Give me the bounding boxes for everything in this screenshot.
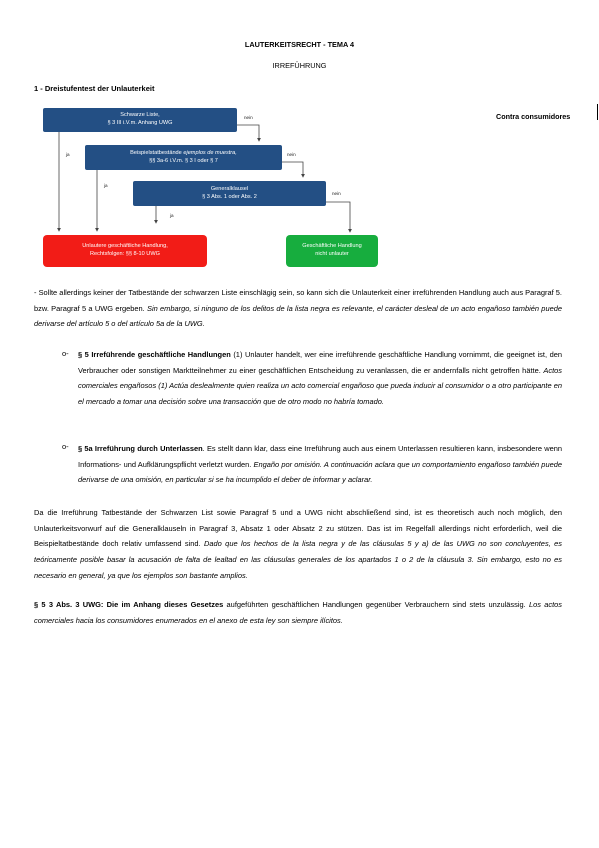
side-label: Contra consumidores: [496, 112, 571, 121]
label-ja-2: ja: [104, 183, 108, 188]
bullet-marker: o-: [62, 442, 69, 451]
label-nein-3: nein: [332, 191, 341, 196]
label-nein-1: nein: [244, 115, 253, 120]
box-example-cases: Beispielstatbestände ejemplos de muestra, §§ 3a-6 i.V.m. § 3 I oder § 7: [85, 145, 282, 170]
label-ja-1: ja: [66, 152, 70, 157]
document-title: LAUTERKEITSRECHT - TEMA 4: [244, 40, 355, 49]
document-subtitle: IRREFÜHRUNG: [272, 61, 327, 70]
connector-nein-3: [326, 202, 350, 232]
connector-nein-2: [282, 162, 303, 177]
box-not-unfair: Geschäftliche Handlung nicht unlauter: [286, 235, 378, 267]
bullet-marker: o-: [62, 349, 69, 358]
paragraph-2: Da die Irreführung Tatbestände der Schwarzen List sowie Paragraf 5 und a UWG nicht abschließend sind, ist es theoretisch auch noch möglich, den Unlauterkeitsvorwurf auf die Generalklauseln in Paragraf 3, Absatz 1 oder Absatz 2 zu stützen. Das ist im Regelfall allerdings nicht erforderlich, weil die Beispieltatbestände doch relativ umfassend sind. Dado que los hechos de la lista negra y de las cláusulas 5 y a) de las UWG no son concluyentes, es teóricamente posible basar la acusación de falta de lealtad en las cláusulas generales de los apartados 1 o 2 de la cláusula 3. Sin embargo, esto no es necesario en general, ya que los ejemplos son bastante amplios.: [34, 508, 562, 580]
box-unfair-act: Unlautere geschäftliche Handlung, Rechtsfolgen: §§ 8-10 UWG: [43, 235, 207, 267]
bullet-item-5a: § 5a Irreführung durch Unterlassen. Es stellt dann klar, dass eine Irreführung auch aus einem Unterlassen resultieren kann, insbesondere wenn Informations- und Aufklärungspflicht verletzt wurden. Engaño por omisión. A continuación aclara que un comportamiento engañoso también puede derivarse de una omisión, en particular si se ha incumplido el deber de informar y aclarar.: [78, 444, 562, 485]
label-nein-2: nein: [287, 152, 296, 157]
paragraph-3: § 5 3 Abs. 3 UWG: Die im Anhang dieses Gesetzes aufgeführten geschäftlichen Handlungen gegenüber Verbrauchern sind stets unzulässig. Los actos comerciales hacia los consumidores enumerados en el anexo de esta ley son siempre ilícitos.: [34, 600, 562, 625]
box-black-list: Schwarze Liste, § 3 III i.V.m. Anhang UWG: [43, 108, 237, 132]
box-general-clause: Generalklausel § 3 Abs. 1 oder Abs. 2: [133, 181, 326, 206]
label-ja-3: ja: [170, 213, 174, 218]
bullet-item-5: § 5 Irreführende geschäftliche Handlungen (1) Unlauter handelt, wer eine irreführende geschäftliche Handlung vornimmt, die geeignet ist, den Verbraucher oder sonstigen Marktteilnehmer zu einer geschäftlichen Entscheidung zu veranlassen, die er andernfalls nicht getroffen hätte. Actos comerciales engañosos (1) Actúa deslealmente quien realiza un acto comercial engañoso que pueda inducir al consumidor o a otro participante en el mercado a tomar una decisión sobre una transacción que de otro modo no habría tomado.: [78, 350, 562, 407]
connector-nein-1: [237, 125, 259, 141]
section-heading: 1 - Dreistufentest der Unlauterkeit: [34, 84, 155, 93]
paragraph-1: - Sollte allerdings keiner der Tatbestände der schwarzen Liste einschlägig sein, so kann sich die Unlauterkeit einer irreführenden Handlung auch aus Paragraf 5. bzw. Paragraf 5 a UWG ergeben. Sin embargo, si ninguno de los delitos de la lista negra es relevante, el carácter desleal de un acto engañoso también puede derivarse del artículo 5 o del artículo 5a de la UWG.: [34, 288, 562, 329]
